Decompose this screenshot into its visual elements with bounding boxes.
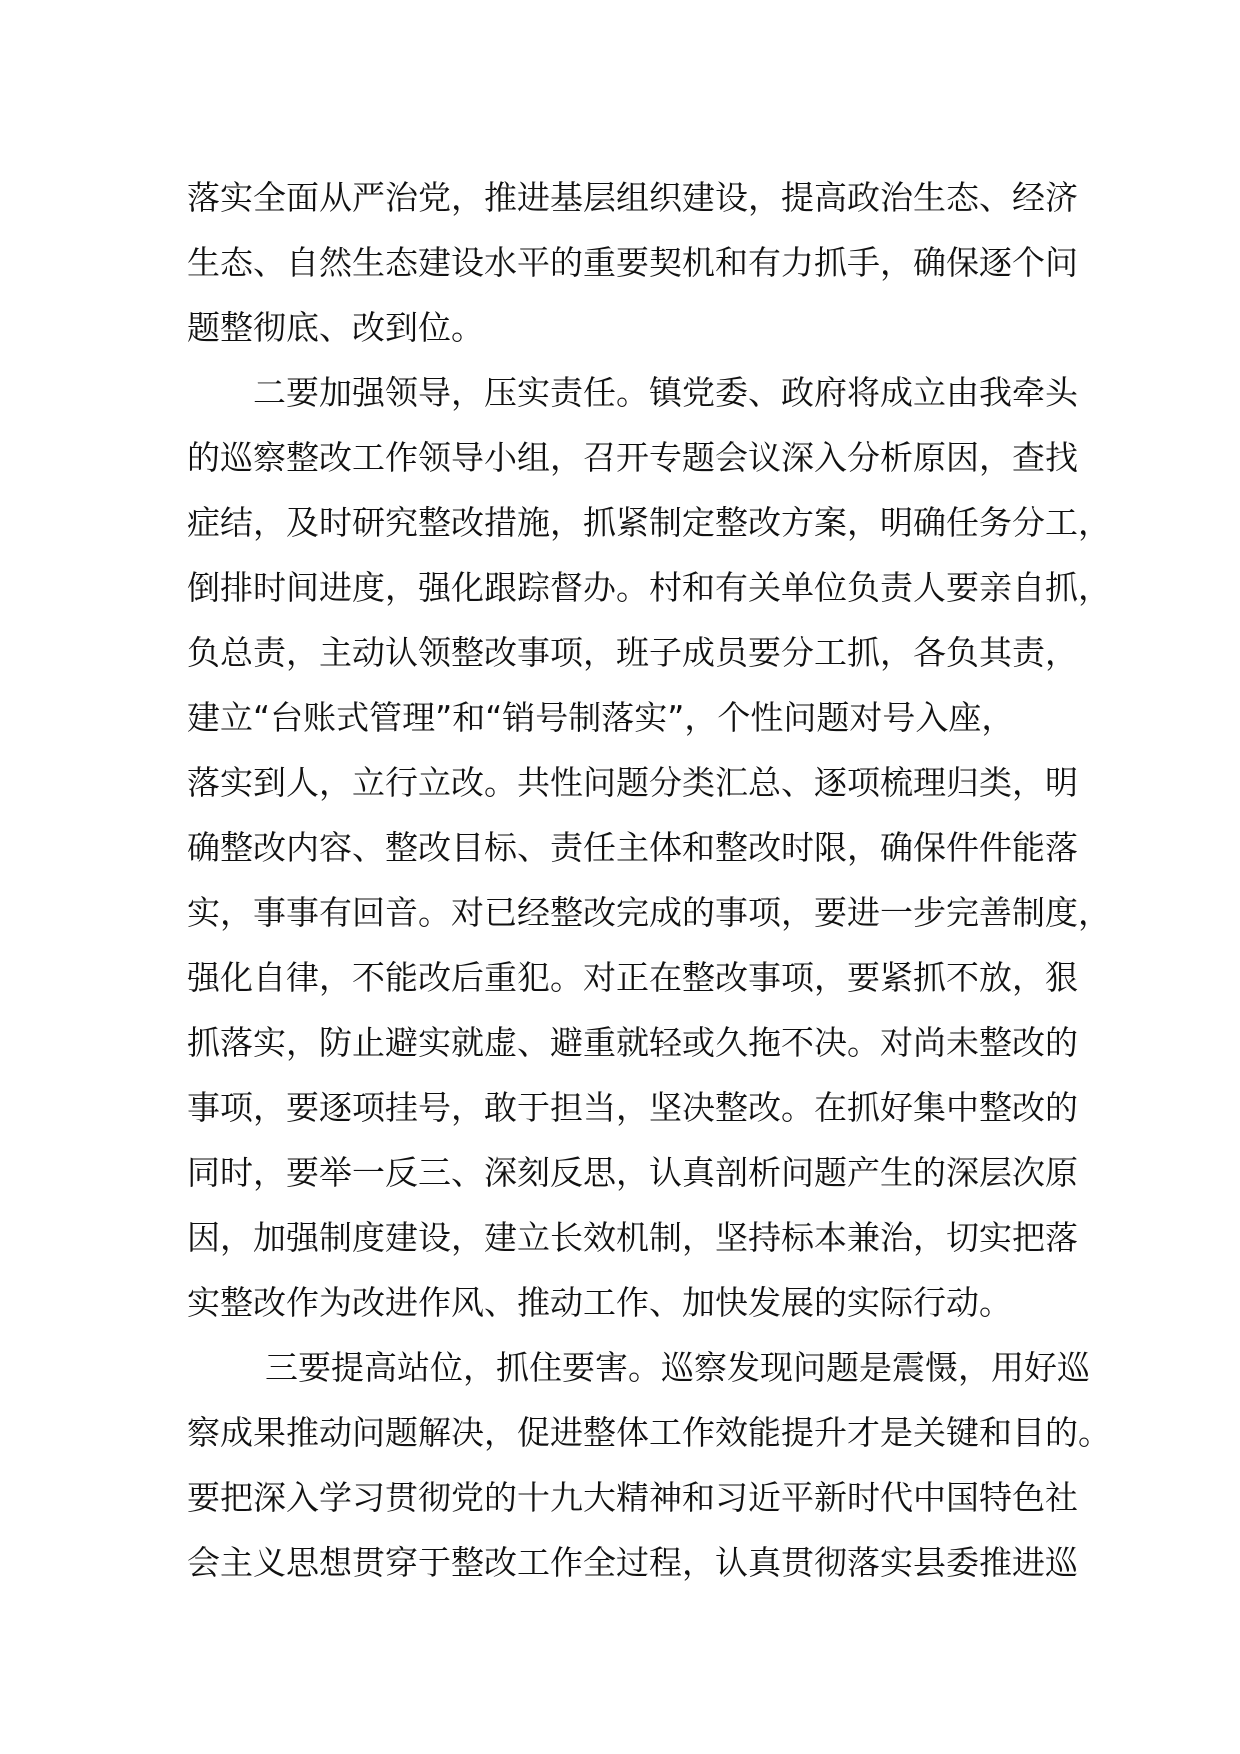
text-line: 事项，要逐项挂号，敢于担当，坚决整改。在抓好集中整改的 (187, 1088, 1078, 1127)
paragraph-start-line: 二要加强领导，压实责任。镇党委、政府将成立由我牵头 (253, 373, 1078, 412)
body-text (187, 165, 1111, 1595)
text-line: 负总责，主动认领整改事项，班子成员要分工抓，各负其责， (187, 633, 1078, 672)
text-line: 同时，要举一反三、深刻反思，认真剖析问题产生的深层次原 (187, 1153, 1078, 1192)
text-line: 落实全面从严治党，推进基层组织建设，提高政治生态、经济 (187, 178, 1078, 217)
text-line: 察成果推动问题解决，促进整体工作效能提升才是关键和目的。 (187, 1413, 1111, 1452)
text-line: 实，事事有回音。对已经整改完成的事项，要进一步完善制度， (187, 893, 1111, 932)
text-line: 建立“台账式管理”和“销号制落实”，个性问题对号入座， (187, 698, 1015, 737)
text-line: 实整改作为改进作风、推动工作、加快发展的实际行动。 (187, 1283, 1012, 1322)
text-line: 症结，及时研究整改措施，抓紧制定整改方案，明确任务分工， (187, 503, 1111, 542)
text-line: 要把深入学习贯彻党的十九大精神和习近平新时代中国特色社 (187, 1478, 1078, 1517)
text-line: 因，加强制度建设，建立长效机制，坚持标本兼治，切实把落 (187, 1218, 1078, 1257)
text-line: 的巡察整改工作领导小组，召开专题会议深入分析原因，查找 (187, 438, 1078, 477)
text-line: 生态、自然生态建设水平的重要契机和有力抓手，确保逐个问 (187, 243, 1078, 282)
text-line: 强化自律，不能改后重犯。对正在整改事项，要紧抓不放，狠 (187, 958, 1078, 997)
text-line: 会主义思想贯穿于整改工作全过程，认真贯彻落实县委推进巡 (187, 1543, 1078, 1582)
text-line: 抓落实，防止避实就虚、避重就轻或久拖不决。对尚未整改的 (187, 1023, 1078, 1062)
text-line: 落实到人，立行立改。共性问题分类汇总、逐项梳理归类，明 (187, 763, 1078, 802)
text-line: 倒排时间进度，强化跟踪督办。村和有关单位负责人要亲自抓， (187, 568, 1111, 607)
paragraph-start-line: 三要提高站位，抓住要害。巡察发现问题是震慑，用好巡 (265, 1348, 1090, 1387)
text-line: 题整彻底、改到位。 (187, 308, 484, 347)
text-line: 确整改内容、整改目标、责任主体和整改时限，确保件件能落 (187, 828, 1078, 867)
